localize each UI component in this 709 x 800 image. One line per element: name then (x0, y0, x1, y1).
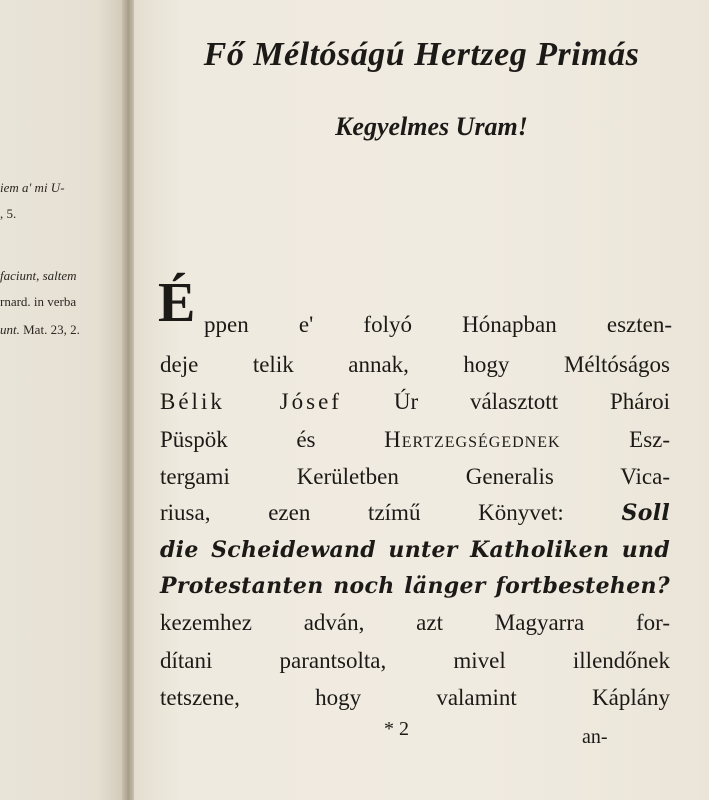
body-line-4-a: Püspök és (160, 427, 316, 452)
left-line-1-text: iem a' mi U- (0, 180, 65, 195)
body-line-10: dítani parantsolta, mivel illendőnek (160, 648, 670, 673)
soll-fraktur: Soll (621, 500, 671, 526)
body-line-7: die Scheidewand unter Katholiken und (160, 537, 670, 563)
left-line-1 (0, 180, 65, 196)
left-line-4 (0, 294, 76, 310)
page-title: Fő Méltóságú Hertzeg Primás (203, 36, 640, 73)
salutation: Kegyelmes Uram! (335, 112, 528, 141)
left-page (0, 0, 128, 800)
catchword: an- (582, 726, 608, 748)
name-spaced: Bélik Jósef (160, 389, 342, 414)
left-line-3-a: faciunt, (0, 268, 40, 283)
body-line-6 (160, 500, 670, 526)
left-line-3 (0, 268, 77, 284)
body-line-1: ppen e' folyó Hónapban eszten- (204, 312, 672, 337)
body-line-3 (160, 389, 670, 415)
drop-cap: É (158, 272, 196, 334)
body-line-4 (160, 427, 670, 453)
body-line-5: tergami Kerületben Generalis Vica- (160, 464, 670, 489)
body-line-4-end: Esz- (629, 427, 671, 452)
signature-mark: * 2 (384, 718, 409, 740)
left-line-5-b: Mat. 23, 2. (19, 322, 80, 337)
left-line-2-text: , 5. (0, 206, 17, 221)
hertzeg-caps: Hertzegségednek (384, 427, 561, 452)
body-line-2: deje telik annak, hogy Méltóságos (160, 352, 670, 377)
right-page (134, 0, 709, 800)
left-line-3-c: saltem (42, 268, 77, 283)
body-line-6-a: riusa, ezen tzímű Könyvet: (160, 500, 564, 525)
body-line-8: Protestanten noch länger fortbestehen? (160, 573, 670, 599)
left-line-5-a: unt. (0, 322, 20, 337)
body-line-9: kezemhez adván, azt Magyarra for- (160, 610, 670, 635)
body-line-11: tetszene, hogy valamint Káplány (160, 685, 670, 710)
left-line-2 (0, 206, 16, 222)
body-line-3-rest: Úr választott Phároi (393, 389, 670, 414)
left-line-4-text: rnard. in verba (0, 294, 77, 309)
left-line-5 (0, 322, 80, 338)
